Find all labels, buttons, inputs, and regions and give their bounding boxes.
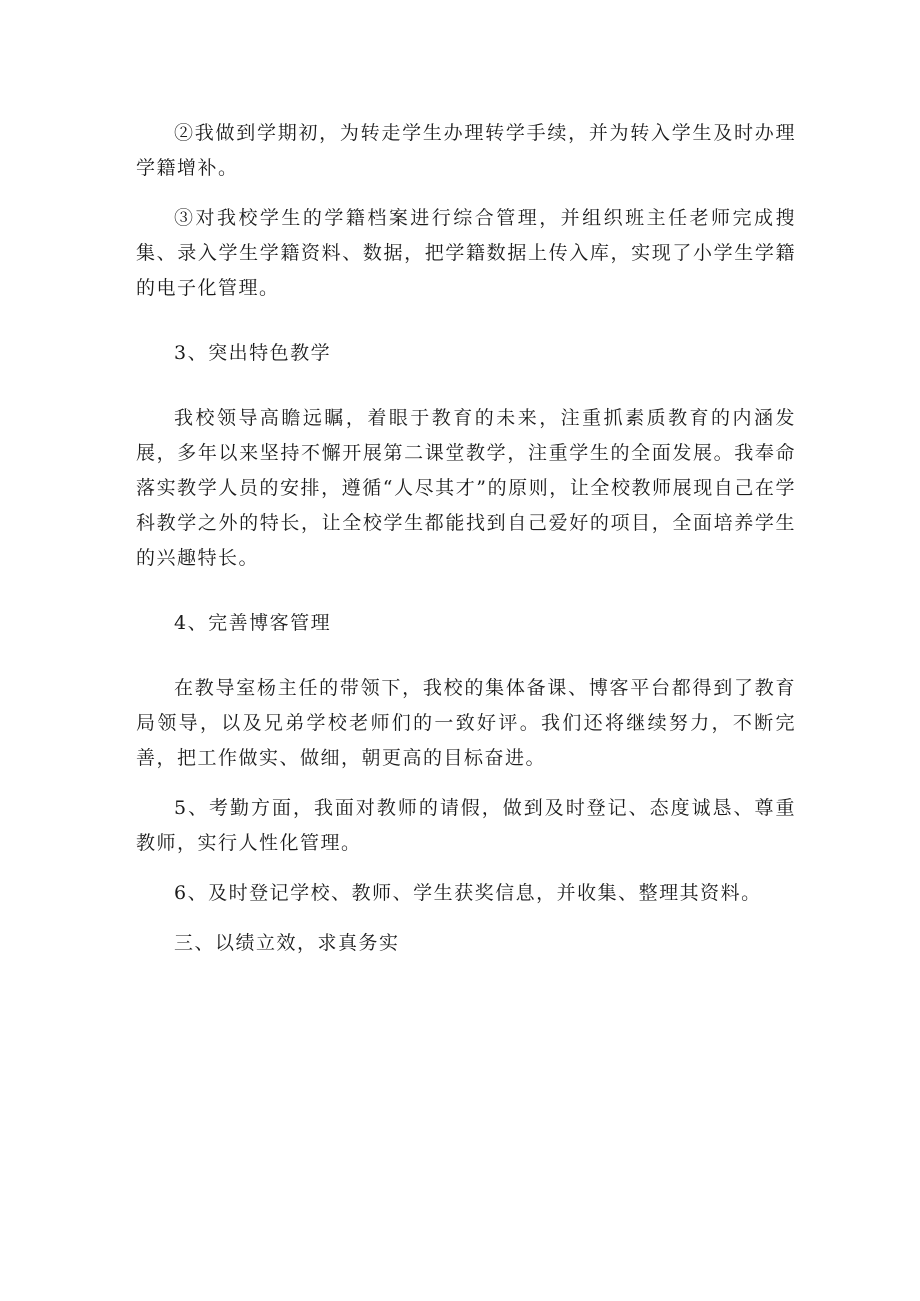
heading-feature-teaching: 3、突出特色教学 <box>174 342 332 364</box>
heading-blog-management: 4、完善博客管理 <box>174 612 332 634</box>
paragraph-student-records: ③对我校学生的学籍档案进行综合管理，并组织班主任老师完成搜集、录入学生学籍资料、数据，把学籍数据上传入库，实现了小学生学籍的电子化管理。 <box>136 207 796 299</box>
paragraph-feature-teaching: 我校领导高瞻远瞩，着眼于教育的未来，注重抓素质教育的内涵发展，多年以来坚持不懈开展第二课堂教学，注重学生的全面发展。我奉命落实教学人员的安排，遵循“人尽其才”的原则，让全校教师展现自己在学科教学之外的特长，让全校学生都能找到自己爱好的项目，全面培养学生的兴趣特长。 <box>136 407 796 569</box>
section-heading-three: 三、以绩立效，求真务实 <box>174 932 400 954</box>
paragraph-awards: 6、及时登记学校、教师、学生获奖信息，并收集、整理其资料。 <box>174 882 762 904</box>
paragraph-attendance: 5、考勤方面，我面对教师的请假，做到及时登记、态度诚恳、尊重教师，实行人性化管理。 <box>136 797 796 854</box>
document-page <box>136 116 796 961</box>
paragraph-transfer-procedures: ②我做到学期初，为转走学生办理转学手续，并为转入学生及时办理学籍增补。 <box>136 122 796 179</box>
paragraph-blog-management: 在教导室杨主任的带领下，我校的集体备课、博客平台都得到了教育局领导，以及兄弟学校老师们的一致好评。我们还将继续努力，不断完善，把工作做实、做细，朝更高的目标奋进。 <box>136 677 796 769</box>
